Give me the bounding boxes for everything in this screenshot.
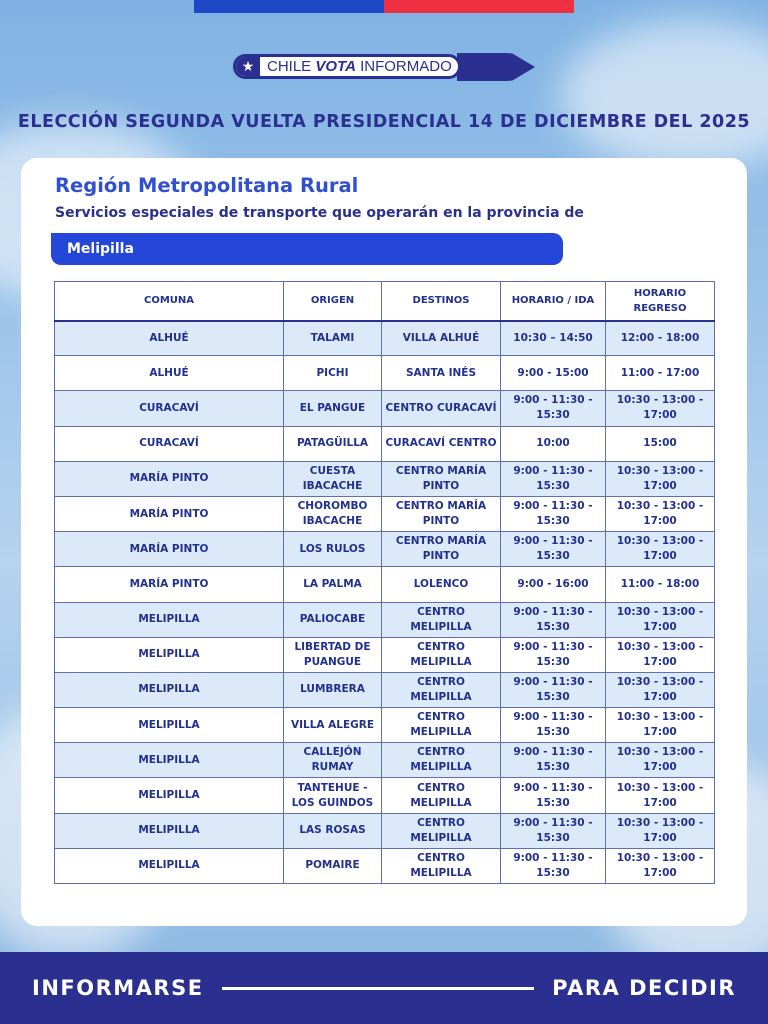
cell-comuna: MELIPILLA (55, 743, 284, 778)
cell-destino: CENTRO MELIPILLA (382, 778, 501, 813)
cell-destino: CENTRO MARÍA PINTO (382, 532, 501, 567)
cell-destino: CENTRO MELIPILLA (382, 637, 501, 672)
cloud-decoration (560, 20, 768, 170)
cell-regreso: 10:30 - 13:00 - 17:00 (606, 672, 715, 707)
transport-schedule-table (54, 281, 715, 884)
table-row (55, 532, 715, 567)
cell-comuna: MARÍA PINTO (55, 496, 284, 531)
cell-origen: LIBERTAD DE PUANGUE (284, 637, 382, 672)
footer-right-text: PARA DECIDIR (552, 976, 736, 1000)
cell-regreso: 10:30 - 13:00 - 17:00 (606, 461, 715, 496)
cell-ida: 9:00 - 11:30 - 15:30 (501, 602, 606, 637)
cell-ida: 9:00 - 11:30 - 15:30 (501, 391, 606, 426)
cell-comuna: MELIPILLA (55, 848, 284, 883)
cell-destino: CENTRO MARÍA PINTO (382, 496, 501, 531)
cell-ida: 10:30 – 14:50 (501, 321, 606, 356)
cell-comuna: MELIPILLA (55, 637, 284, 672)
cell-origen: PALIOCABE (284, 602, 382, 637)
cell-regreso: 10:30 - 13:00 - 17:00 (606, 391, 715, 426)
cell-regreso: 10:30 - 13:00 - 17:00 (606, 637, 715, 672)
table-row (55, 461, 715, 496)
cell-ida: 9:00 - 15:00 (501, 356, 606, 391)
table-row (55, 321, 715, 356)
header-comuna: COMUNA (55, 282, 284, 321)
cell-destino: CENTRO MELIPILLA (382, 848, 501, 883)
cell-comuna: MARÍA PINTO (55, 532, 284, 567)
cell-comuna: CURACAVÍ (55, 391, 284, 426)
cell-destino: CENTRO MELIPILLA (382, 708, 501, 743)
cell-destino: CENTRO MELIPILLA (382, 813, 501, 848)
cell-origen: CUESTA IBACACHE (284, 461, 382, 496)
cell-origen: LOS RULOS (284, 532, 382, 567)
table-row (55, 708, 715, 743)
cell-destino: CURACAVÍ CENTRO (382, 426, 501, 461)
cell-comuna: MARÍA PINTO (55, 461, 284, 496)
pencil-tip-icon (457, 53, 535, 81)
province-label: Melipilla (51, 233, 563, 265)
cell-origen: CHOROMBO IBACACHE (284, 496, 382, 531)
table-row (55, 848, 715, 883)
cell-comuna: ALHUÉ (55, 321, 284, 356)
cell-regreso: 11:00 - 17:00 (606, 356, 715, 391)
cell-origen: CALLEJÓN RUMAY (284, 743, 382, 778)
cell-destino: CENTRO MARÍA PINTO (382, 461, 501, 496)
cell-destino: CENTRO CURACAVÍ (382, 391, 501, 426)
cell-origen: EL PANGUE (284, 391, 382, 426)
header-horario-regreso: HORARIO REGRESO (606, 282, 715, 321)
cell-destino: CENTRO MELIPILLA (382, 743, 501, 778)
logo-suffix: INFORMADO (360, 58, 452, 75)
cell-origen: TALAMI (284, 321, 382, 356)
cell-regreso: 10:30 - 13:00 - 17:00 (606, 602, 715, 637)
cell-ida: 9:00 - 16:00 (501, 567, 606, 602)
table-row (55, 426, 715, 461)
event-title: ELECCIÓN SEGUNDA VUELTA PRESIDENCIAL 14 DE DICIEMBRE DEL 2025 (17, 112, 751, 132)
cell-comuna: MARÍA PINTO (55, 567, 284, 602)
cell-destino: VILLA ALHUÉ (382, 321, 501, 356)
logo-pill (233, 54, 461, 79)
cell-regreso: 15:00 (606, 426, 715, 461)
cell-regreso: 10:30 - 13:00 - 17:00 (606, 496, 715, 531)
table-row (55, 391, 715, 426)
cell-ida: 9:00 - 11:30 - 15:30 (501, 461, 606, 496)
cell-regreso: 10:30 - 13:00 - 17:00 (606, 532, 715, 567)
cell-origen: VILLA ALEGRE (284, 708, 382, 743)
cell-regreso: 11:00 - 18:00 (606, 567, 715, 602)
table-row (55, 356, 715, 391)
cell-comuna: MELIPILLA (55, 602, 284, 637)
flag-stripe (194, 0, 574, 13)
cell-regreso: 10:30 - 13:00 - 17:00 (606, 743, 715, 778)
footer-left-text: INFORMARSE (32, 976, 204, 1000)
cell-ida: 9:00 - 11:30 - 15:30 (501, 848, 606, 883)
table-row (55, 743, 715, 778)
header-horario-ida: HORARIO / IDA (501, 282, 606, 321)
cell-comuna: CURACAVÍ (55, 426, 284, 461)
cell-destino: LOLENCO (382, 567, 501, 602)
cell-origen: POMAIRE (284, 848, 382, 883)
header-origen: ORIGEN (284, 282, 382, 321)
cell-comuna: ALHUÉ (55, 356, 284, 391)
header-destinos: DESTINOS (382, 282, 501, 321)
logo-highlight: VOTA (315, 58, 356, 75)
cell-comuna: MELIPILLA (55, 778, 284, 813)
cell-ida: 9:00 - 11:30 - 15:30 (501, 496, 606, 531)
cell-origen: LUMBRERA (284, 672, 382, 707)
flag-stripe-blue (194, 0, 384, 13)
star-icon: ★ (236, 57, 260, 76)
cell-regreso: 12:00 - 18:00 (606, 321, 715, 356)
flag-stripe-red (384, 0, 574, 13)
table-row (55, 813, 715, 848)
table-header-row (55, 282, 715, 321)
cell-ida: 9:00 - 11:30 - 15:30 (501, 637, 606, 672)
logo-prefix: CHILE (267, 58, 312, 75)
cell-regreso: 10:30 - 13:00 - 17:00 (606, 813, 715, 848)
table-row (55, 637, 715, 672)
cell-ida: 9:00 - 11:30 - 15:30 (501, 708, 606, 743)
cell-destino: CENTRO MELIPILLA (382, 602, 501, 637)
cell-origen: PICHI (284, 356, 382, 391)
cell-ida: 9:00 - 11:30 - 15:30 (501, 672, 606, 707)
schedule-card (21, 158, 747, 926)
cell-comuna: MELIPILLA (55, 813, 284, 848)
cell-regreso: 10:30 - 13:00 - 17:00 (606, 708, 715, 743)
table-row (55, 672, 715, 707)
cell-origen: LA PALMA (284, 567, 382, 602)
cell-comuna: MELIPILLA (55, 708, 284, 743)
cell-ida: 10:00 (501, 426, 606, 461)
table-row (55, 602, 715, 637)
region-title: Región Metropolitana Rural (55, 174, 359, 197)
cell-ida: 9:00 - 11:30 - 15:30 (501, 778, 606, 813)
cell-ida: 9:00 - 11:30 - 15:30 (501, 813, 606, 848)
table-row (55, 567, 715, 602)
cell-ida: 9:00 - 11:30 - 15:30 (501, 532, 606, 567)
cell-origen: LAS ROSAS (284, 813, 382, 848)
cell-destino: CENTRO MELIPILLA (382, 672, 501, 707)
cell-origen: PATAGÜILLA (284, 426, 382, 461)
cell-origen: TANTEHUE - LOS GUINDOS (284, 778, 382, 813)
footer-divider (222, 987, 535, 990)
cell-regreso: 10:30 - 13:00 - 17:00 (606, 778, 715, 813)
cell-ida: 9:00 - 11:30 - 15:30 (501, 743, 606, 778)
cell-destino: SANTA INÉS (382, 356, 501, 391)
cell-comuna: MELIPILLA (55, 672, 284, 707)
table-row (55, 778, 715, 813)
subtitle: Servicios especiales de transporte que operarán en la provincia de (55, 205, 584, 221)
cell-regreso: 10:30 - 13:00 - 17:00 (606, 848, 715, 883)
table-row (55, 496, 715, 531)
footer-banner (0, 952, 768, 1024)
logo-text (260, 58, 452, 75)
